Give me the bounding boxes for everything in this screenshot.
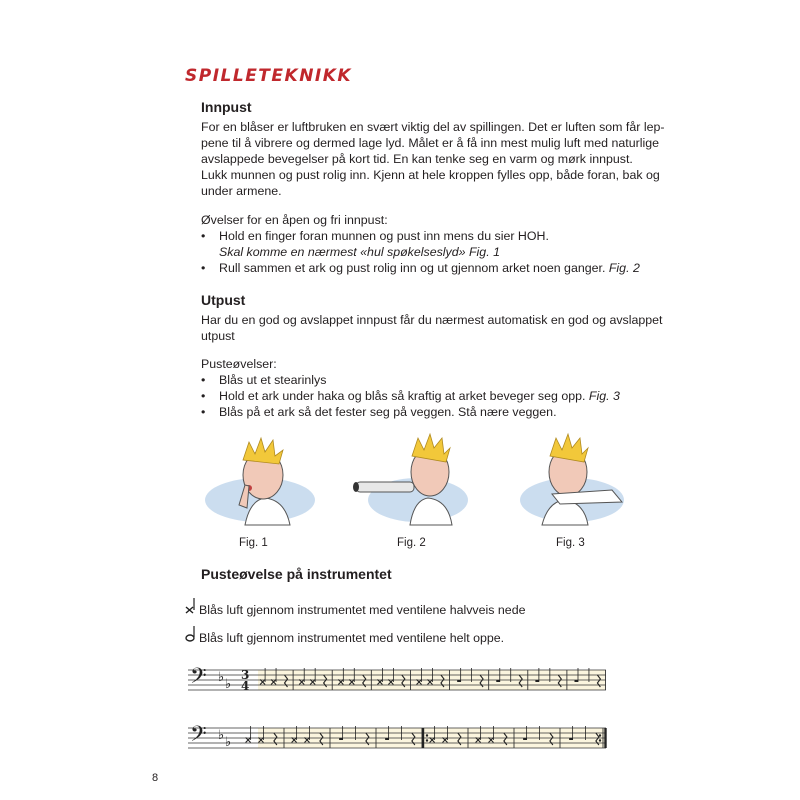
flat-icon: ♭ bbox=[225, 677, 232, 692]
half-note-instruction: Blås luft gjennom instrumentet med ventilene helt oppe. bbox=[183, 626, 504, 645]
figure-1-caption: Fig. 1 bbox=[239, 537, 268, 549]
innpust-line: For en blåser er luftbruken en svært viktig del av spillingen. Det er luften som får lep- bbox=[201, 120, 665, 134]
half-note bbox=[523, 738, 527, 740]
list-item: • Hold en finger foran munnen og pust inn mens du sier HOH. bbox=[201, 228, 640, 244]
figure-reference: Fig. 2 bbox=[608, 261, 640, 275]
x-notehead-icon bbox=[183, 598, 199, 614]
bass-clef-icon: 𝄢 bbox=[190, 664, 207, 694]
figure-3-caption: Fig. 3 bbox=[556, 537, 585, 549]
x-note-instruction: Blås luft gjennom instrumentet med ventilene halvveis nede bbox=[183, 598, 525, 617]
half-note-icon bbox=[183, 626, 199, 642]
figure-2-caption: Fig. 2 bbox=[397, 537, 426, 549]
utpust-line: Har du en god og avslappet innpust får du nærmest automatisk en god og avslappet bbox=[201, 313, 663, 327]
utpust-heading: Utpust bbox=[201, 292, 246, 308]
figure-reference: Fig. 3 bbox=[588, 389, 620, 403]
utpust-line: utpust bbox=[201, 329, 235, 343]
repeat-dot bbox=[426, 739, 428, 741]
repeat-dot bbox=[599, 739, 601, 741]
utpust-bullet-list bbox=[201, 372, 620, 420]
list-item-note: Skal komme en nærmest «hul spøkelseslyd» Fig. 1 bbox=[219, 245, 500, 259]
repeat-dot bbox=[599, 734, 601, 736]
utpust-exercise-intro: Pusteøvelser: bbox=[201, 357, 277, 371]
innpust-line: under armene. bbox=[201, 184, 282, 198]
innpust-line: Lukk munnen og pust rolig inn. Kjenn at hele kroppen fylles opp, både foran, bak og bbox=[201, 168, 660, 182]
page-number: 8 bbox=[152, 772, 159, 784]
innpust-bullet-list bbox=[201, 228, 640, 276]
repeat-dot bbox=[426, 734, 428, 736]
innpust-exercise-intro: Øvelser for en åpen og fri innpust: bbox=[201, 213, 388, 227]
half-note bbox=[457, 680, 461, 682]
half-note bbox=[574, 680, 578, 682]
innpust-line: pene til å vibrere og dermed lage lyd. Målet er å få inn mest mulig luft med naturlige bbox=[201, 136, 659, 150]
time-signature-top: 3 bbox=[241, 668, 250, 682]
half-note bbox=[496, 680, 500, 682]
flat-icon: ♭ bbox=[218, 728, 225, 743]
innpust-heading: Innpust bbox=[201, 99, 252, 115]
list-item: • Blås ut et stearinlys bbox=[201, 372, 620, 388]
innpust-paragraph bbox=[201, 119, 665, 199]
music-staff-1 bbox=[188, 660, 608, 704]
figure-1-illustration bbox=[205, 430, 325, 530]
bass-clef-icon: 𝄢 bbox=[190, 722, 207, 752]
half-note bbox=[385, 738, 389, 740]
instrument-heading: Pusteøvelse på instrumentet bbox=[201, 566, 392, 582]
list-item: • Hold et ark under haka og blås så kraftig at arket beveger seg opp. Fig. 3 bbox=[201, 388, 620, 404]
list-item: • Rull sammen et ark og pust rolig inn og ut gjennom arket noen ganger. Fig. 2 bbox=[201, 260, 640, 276]
list-item: • Blås på et ark så det fester seg på veggen. Stå nære veggen. bbox=[201, 404, 620, 420]
half-note bbox=[569, 738, 573, 740]
flat-icon: ♭ bbox=[225, 735, 232, 750]
figure-2-illustration bbox=[348, 430, 468, 530]
time-signature-bottom: 4 bbox=[241, 679, 250, 693]
music-staff-2 bbox=[188, 718, 608, 762]
half-note bbox=[339, 738, 343, 740]
innpust-line: avslappede bevegelser på kort tid. En kan tenke seg en varm og mørk innpust. bbox=[201, 152, 633, 166]
page-title: SPILLETEKNIKK bbox=[185, 66, 353, 86]
utpust-paragraph bbox=[201, 312, 663, 344]
flat-icon: ♭ bbox=[218, 670, 225, 685]
figure-3-illustration bbox=[512, 430, 632, 530]
half-note bbox=[535, 680, 539, 682]
